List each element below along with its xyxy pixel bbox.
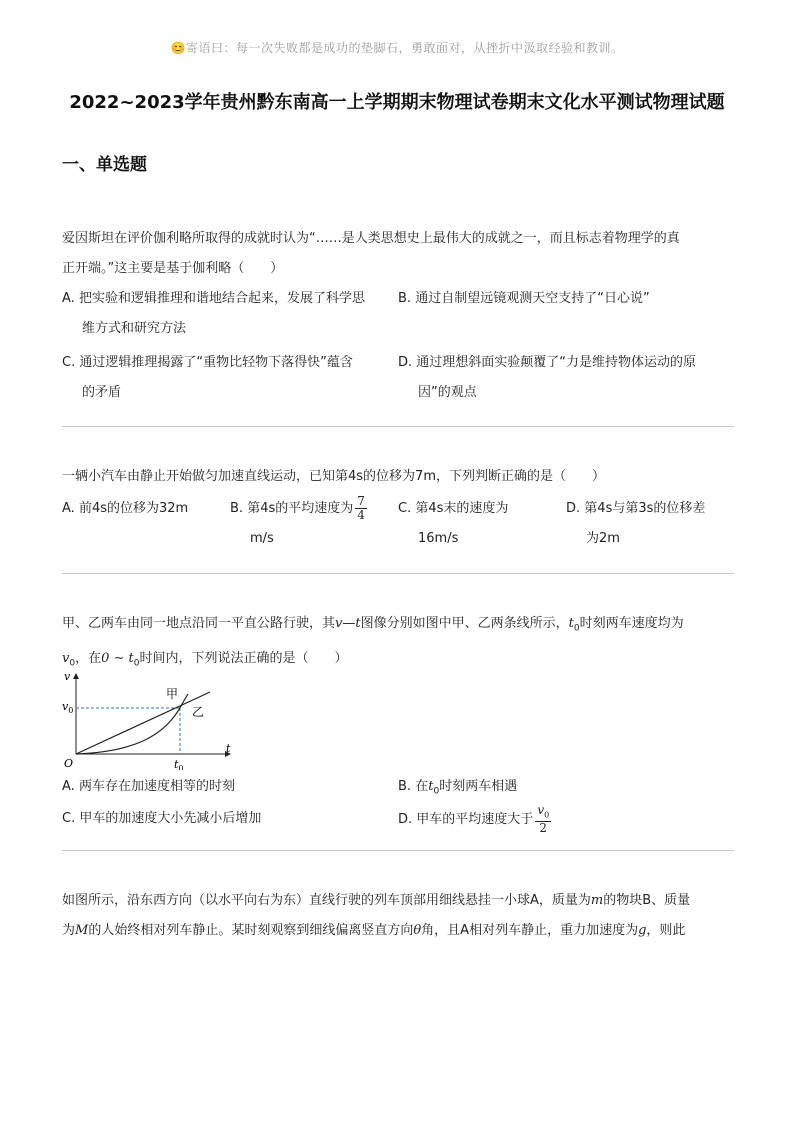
option-text-cont: 为2m bbox=[586, 531, 620, 546]
question-1-option-b[interactable] bbox=[398, 284, 734, 314]
option-text: 通过自制望远镜观测天空支持了“日心说” bbox=[415, 291, 650, 306]
option-label: B. bbox=[398, 779, 412, 794]
page-title: 2022~2023学年贵州黔东南高一上学期期末物理试卷期末文化水平测试物理试题 bbox=[69, 92, 725, 113]
motto-header: 😊寄语曰：每一次失败都是成功的垫脚石，勇敢面对，从挫折中汲取经验和教训。 bbox=[170, 41, 624, 55]
option-label: D. bbox=[398, 355, 413, 370]
t0-label: $t_0$ bbox=[174, 758, 184, 770]
option-label: C. bbox=[62, 811, 76, 826]
vt-graph bbox=[60, 668, 240, 770]
question-3-option-a[interactable] bbox=[62, 772, 392, 802]
question-1-option-d[interactable] bbox=[398, 348, 734, 408]
divider bbox=[62, 426, 734, 427]
question-1-stem-line2: 正开端。”这主要是基于伽利略（ ） bbox=[62, 261, 284, 276]
section-title: 一、单选题 bbox=[62, 155, 147, 175]
question-4-stem-line1: 如图所示，沿东西方向（以水平向右为东）直线行驶的列车顶部用细线悬挂一小球A，质量为m的物块B、质量 bbox=[62, 893, 691, 908]
fraction-7-4: $\frac{7}{4}$ bbox=[357, 494, 365, 522]
option-text: 第4s的平均速度为 bbox=[247, 501, 354, 516]
option-label: B. bbox=[230, 501, 244, 516]
origin-label: O bbox=[64, 757, 74, 770]
x-axis-label: t bbox=[226, 742, 231, 755]
option-label: D. bbox=[398, 812, 413, 828]
option-label: A. bbox=[62, 779, 75, 794]
option-text: 第4s与第3s的位移差 bbox=[584, 501, 706, 516]
question-1-stem-line1: 爱因斯坦在评价伽利略所取得的成就时认为“……是人类思想史上最伟大的成就之一，而且标志着物理学的真 bbox=[62, 231, 680, 246]
question-3-stem-line2: $v_0$，在0 ∼ $t_0$时间内，下列说法正确的是（ ） bbox=[62, 650, 348, 669]
option-text: 甲车的加速度大小先减小后增加 bbox=[79, 811, 262, 826]
option-text: 两车存在加速度相等的时刻 bbox=[78, 779, 235, 794]
label-yi: 乙 bbox=[192, 705, 205, 719]
option-text: 前4s的位移为32m bbox=[78, 501, 189, 516]
line-jia bbox=[76, 692, 210, 754]
option-text: 甲车的平均速度大于 bbox=[416, 812, 534, 828]
option-label: A. bbox=[62, 501, 75, 516]
option-label: C. bbox=[398, 501, 412, 516]
curve-yi bbox=[76, 694, 188, 754]
question-1 bbox=[62, 224, 734, 284]
option-label: C. bbox=[62, 355, 76, 370]
question-3-stem-line1: 甲、乙两车由同一地点沿同一平直公路行驶，其v—t图像分别如图中甲、乙两条线所示，$t_0$时刻两车速度均为 bbox=[62, 616, 684, 634]
option-text-cont: 维方式和研究方法 bbox=[82, 321, 187, 336]
question-3-option-d[interactable] bbox=[398, 804, 734, 835]
divider bbox=[62, 573, 734, 574]
option-text-cont: 的矛盾 bbox=[82, 385, 122, 400]
question-2-option-a[interactable] bbox=[62, 494, 222, 524]
option-text: 第4s末的速度为 bbox=[415, 501, 509, 516]
y-axis-label: v bbox=[64, 670, 71, 683]
option-text: 通过逻辑推理揭露了“重物比轻物下落得快”蕴含 bbox=[79, 355, 353, 370]
option-label: B. bbox=[398, 291, 412, 306]
question-3-option-c[interactable] bbox=[62, 804, 392, 834]
option-text-cont: m/s bbox=[250, 531, 274, 546]
fraction-v0-2: $\frac{v_0}{2}$ bbox=[537, 803, 550, 836]
question-2-option-c[interactable] bbox=[398, 494, 558, 554]
option-label: A. bbox=[62, 291, 75, 306]
question-3-option-b[interactable]: B. 在$t_0$时刻两车相遇 bbox=[398, 779, 518, 797]
question-2-option-b[interactable] bbox=[230, 494, 395, 554]
question-2-option-d[interactable] bbox=[566, 494, 734, 554]
v0-label: $v_0$ bbox=[62, 700, 74, 715]
option-text: 通过理想斜面实验颠覆了“力是维持物体运动的原 bbox=[416, 355, 697, 370]
question-1-option-a[interactable] bbox=[62, 284, 392, 344]
option-label: D. bbox=[566, 501, 581, 516]
question-2 bbox=[62, 462, 734, 492]
divider bbox=[62, 850, 734, 851]
question-4-stem-line2: 为M的人始终相对列车静止。某时刻观察到细线偏离竖直方向θ角，且A相对列车静止，重力加速度为g，则此 bbox=[62, 923, 686, 938]
question-2-stem: 一辆小汽车由静止开始做匀加速直线运动，已知第4s的位移为7m，下列判断正确的是（ ） bbox=[62, 469, 605, 484]
question-4 bbox=[62, 886, 734, 946]
option-text-cont: 因”的观点 bbox=[418, 385, 477, 400]
label-jia: 甲 bbox=[166, 687, 179, 701]
question-1-option-c[interactable] bbox=[62, 348, 392, 408]
option-text: 在 bbox=[415, 779, 429, 794]
option-text: 把实验和逻辑推理和谐地结合起来，发展了科学思 bbox=[78, 291, 365, 306]
option-text-cont: 16m/s bbox=[418, 531, 459, 546]
